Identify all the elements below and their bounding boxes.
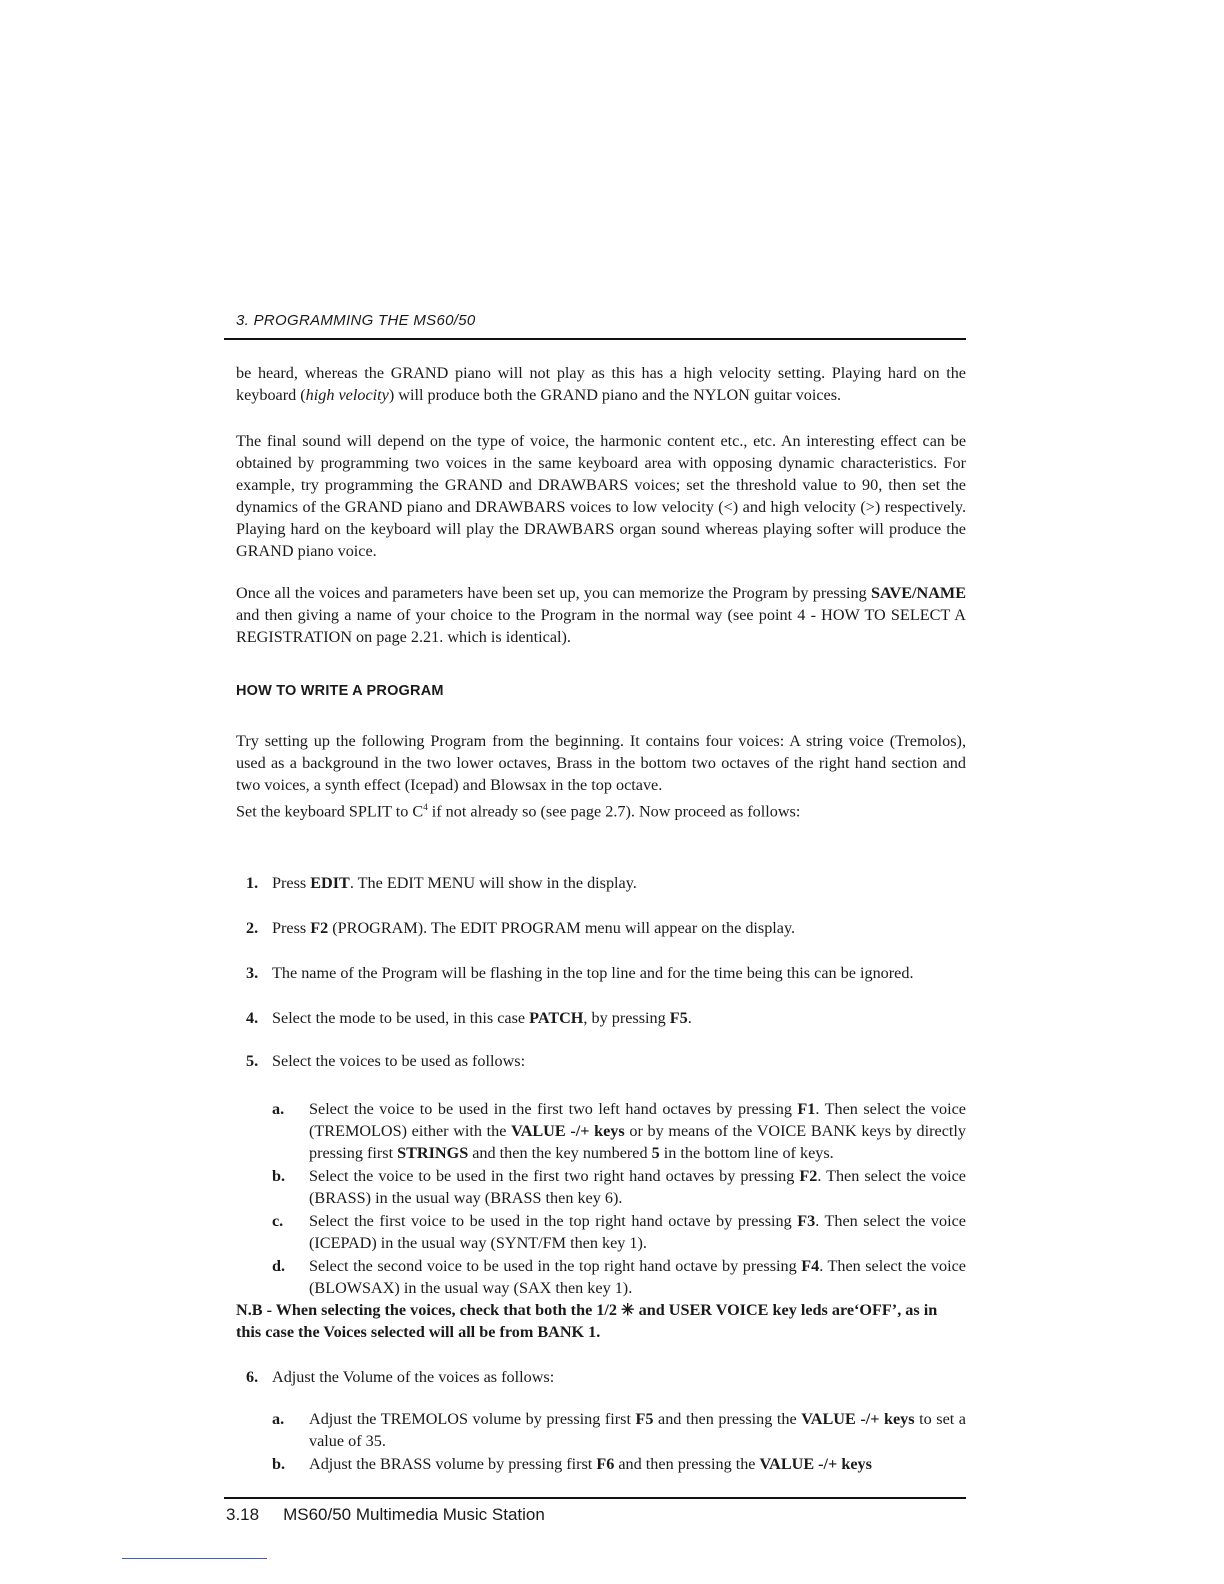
step-6 [246,1366,966,1388]
step-5a [272,1098,966,1164]
text-run: and then the key numbered [468,1144,652,1162]
bold-run: F4 [801,1257,820,1275]
bold-run: 5 [651,1144,660,1162]
paragraph-final-sound: The final sound will depend on the type of voice, the harmonic content etc., etc. An interesting effect can be obtained by programming two voices in the same keyboard area with opposing dynamic characteristics. For example, try programming the GRAND and DRAWBARS voices; set the threshold value to 90, then set the dynamics of the GRAND piano and DRAWBARS voices to low velocity (<) and high velocity (>) respectively. Playing hard on the keyboard will play the DRAWBARS organ sound whereas playing softer will produce the GRAND piano voice. [236,432,966,560]
text-run: Adjust the Volume of the voices as follows: [272,1368,555,1386]
step-5b [272,1165,966,1209]
sub-letter: a. [272,1100,285,1118]
sub-letter: d. [272,1257,286,1275]
bold-run: F5 [635,1410,654,1428]
step-3 [246,962,966,984]
step-number: 4. [246,1009,259,1027]
text-run: Select the first voice to be used in the top right hand octave by pressing [309,1212,798,1230]
footer-rule [224,1497,966,1499]
text-run: Once all the voices and parameters have been set up, you can memorize the Program by pressing [236,584,871,602]
step-5 [246,1050,966,1072]
text-run: ) will produce both the GRAND piano and the NYLON guitar voices. [388,386,842,404]
header-rule [224,338,966,340]
text-run: . Then select the voice (ICEPAD) in the usual way (SYNT/FM then key 1). [309,1212,966,1252]
bold-run: VALUE -/+ keys [801,1410,915,1428]
text-run: and then giving a name of your choice to the Program in the normal way (see point 4 - HOW TO SELECT A REGISTRATION on page 2.21. which is identical). [236,606,966,646]
step-5d [272,1255,966,1299]
step-6a [272,1408,966,1452]
section-heading: HOW TO WRITE A PROGRAM [236,683,444,699]
text-run: to set a value of 35. [309,1410,966,1450]
sub-text [309,1453,966,1475]
paragraph-intro [236,730,966,822]
bold-run: VALUE -/+ keys [511,1122,625,1140]
text-run: Select the mode to be used, in this case [272,1009,530,1027]
text-run: and then pressing the [653,1410,802,1428]
footer-title: MS60/50 Multimedia Music Station [283,1505,545,1524]
step-number: 5. [246,1052,259,1070]
text-run: . The EDIT MENU will show in the display. [349,874,637,892]
sub-text [309,1098,966,1164]
paragraph-velocity [236,362,966,406]
step-number: 2. [246,919,259,937]
paragraph-memorize [236,582,966,648]
superscript: 4 [423,802,428,812]
bold-run: PATCH [529,1009,584,1027]
step-5c [272,1210,966,1254]
sub-letter: c. [272,1212,284,1230]
text-run: Adjust the TREMOLOS volume by pressing first [309,1410,636,1428]
bold-run: F6 [596,1455,615,1473]
bold-run: EDIT [310,874,350,892]
bold-run: VALUE -/+ keys [759,1455,872,1473]
sub-text [309,1165,966,1209]
step-number: 1. [246,874,259,892]
text-run: be heard, whereas the GRAND piano will not play as this has a high velocity setting. Playing hard on the keyboard ( [236,364,966,404]
step-4 [246,1007,966,1029]
page-footer [226,1505,545,1525]
text-run: . Then select the voice (BLOWSAX) in the usual way (SAX then key 1). [309,1257,966,1297]
text-run: . Then select the voice (BRASS) in the usual way (BRASS then key 6). [309,1167,966,1207]
bold-run: F3 [797,1212,816,1230]
nb-note: N.B - When selecting the voices, check that both the 1/2 ✳ and USER VOICE key leds are‘OFF’, as in this case the Voices selected will all be from BANK 1. [236,1301,938,1341]
step-number: 6. [246,1368,259,1386]
text-run: and then pressing the [614,1455,760,1473]
step-number: 3. [246,964,259,982]
chapter-header: 3. PROGRAMMING THE MS60/50 [236,312,476,329]
text-run: . Then select the voice (TREMOLOS) either with the [309,1100,966,1140]
bold-run: SAVE/NAME [870,584,966,602]
text-run: Try setting up the following Program from the beginning. It contains four voices: A string voice (Tremolos), used as a background in the two lower octaves, Brass in the bottom two octaves of the right hand section and two voices, a synth effect (Icepad) and Blowsax in the top octave. [236,732,966,794]
sub-letter: b. [272,1455,286,1473]
text-run: or by means of the VOICE BANK keys by directly pressing first [309,1122,966,1162]
text-run: Set the keyboard SPLIT to C [236,802,424,821]
text-run: Select the voice to be used in the first two left hand octaves by pressing [309,1100,798,1118]
sub-letter: a. [272,1410,285,1428]
text-run: , by pressing [583,1009,670,1027]
scan-artifact-line [122,1558,267,1559]
sub-letter: b. [272,1167,286,1185]
step-6b [272,1453,966,1475]
sub-text [309,1255,966,1299]
text-run: (PROGRAM). The EDIT PROGRAM menu will appear on the display. [328,919,796,937]
text-run: . [687,1009,692,1027]
text-run: Select the second voice to be used in the top right hand octave by pressing [309,1257,802,1275]
bold-run: F5 [669,1009,688,1027]
bold-run: STRINGS [397,1144,469,1162]
step-2 [246,917,966,939]
text-run: The name of the Program will be flashing in the top line and for the time being this can be ignored. [272,964,914,982]
bold-run: F1 [797,1100,816,1118]
italic-run: high velocity [305,386,389,404]
text-run: Adjust the BRASS volume by pressing first [309,1455,597,1473]
text-run: Press [272,919,311,937]
bold-run: F2 [799,1167,818,1185]
text-run: Select the voices to be used as follows: [272,1052,526,1070]
page-number: 3.18 [226,1505,260,1524]
text-run: if not already so (see page 2.7). Now proceed as follows: [427,802,801,821]
text-run: Press [272,874,311,892]
sub-text [309,1408,966,1452]
sub-text [309,1210,966,1254]
text-run: in the bottom line of keys. [659,1144,834,1162]
bold-run: F2 [310,919,329,937]
step-1 [246,872,966,894]
text-run: Select the voice to be used in the first two right hand octaves by pressing [309,1167,800,1185]
